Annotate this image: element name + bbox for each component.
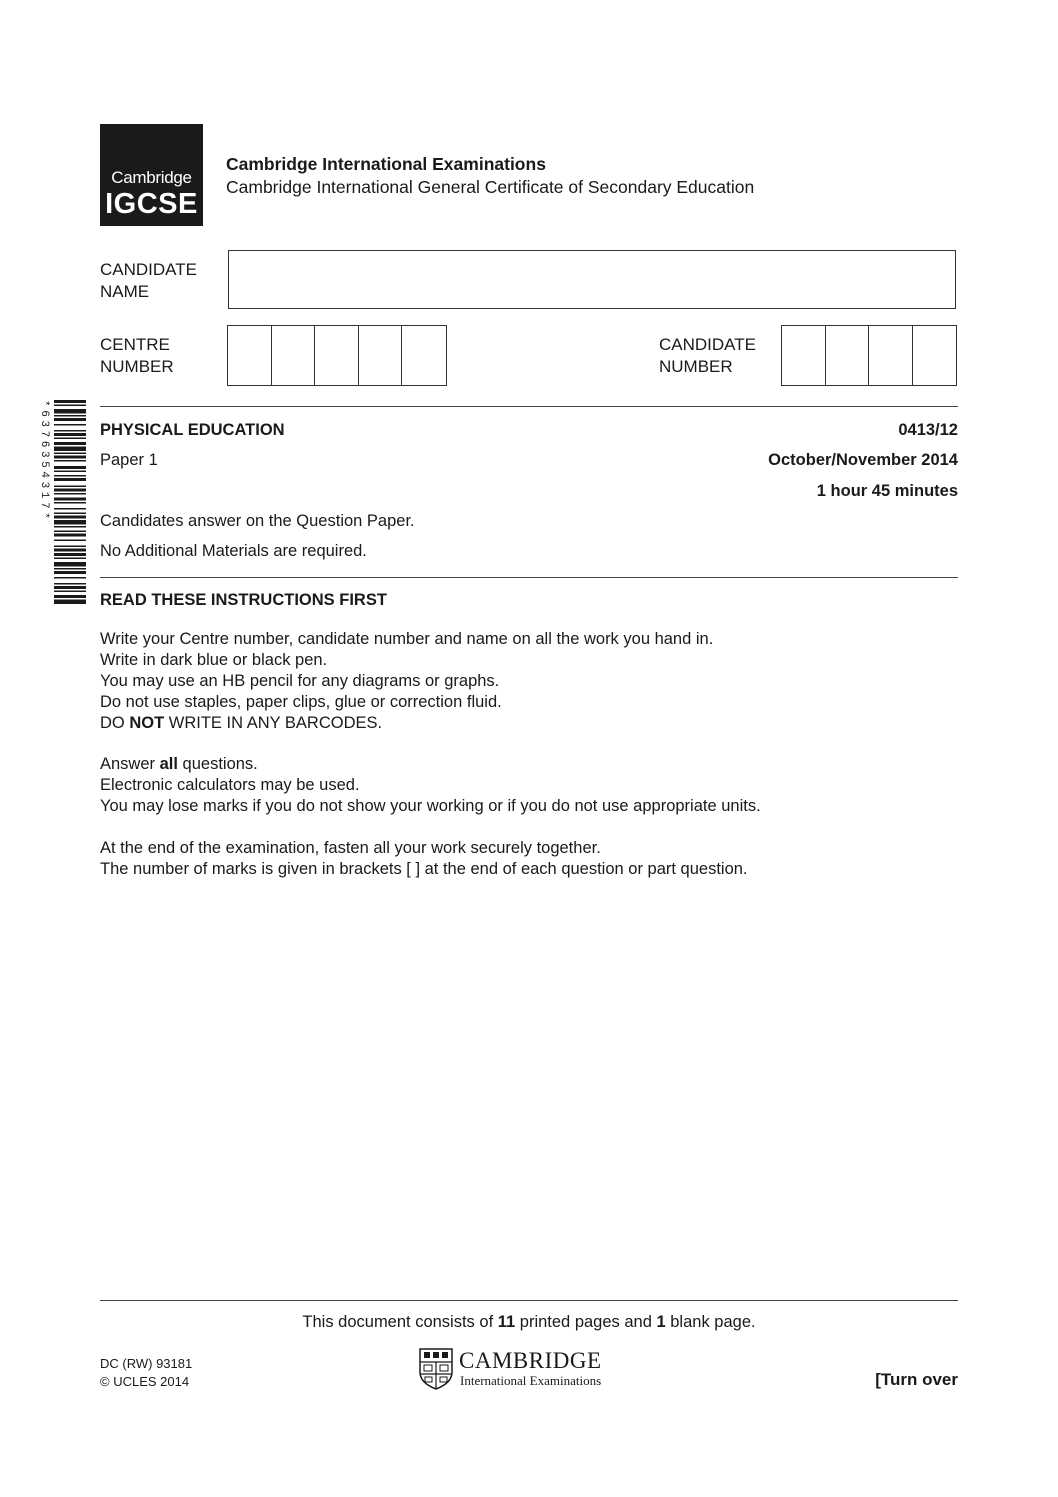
candidate-number-label bbox=[659, 334, 756, 378]
instruction-text: Answer bbox=[100, 755, 160, 773]
barcode-bar bbox=[54, 508, 86, 510]
paper-number: Paper 1 bbox=[100, 451, 158, 469]
divider-mid bbox=[100, 577, 958, 578]
board-title: Cambridge International Examinations bbox=[226, 154, 546, 174]
instructions-group-2 bbox=[100, 754, 761, 817]
instruction-line: You may use an HB pencil for any diagrams or graphs. bbox=[100, 672, 500, 690]
instruction-text: questions. bbox=[177, 755, 258, 773]
candidate-number-cell[interactable] bbox=[782, 326, 826, 385]
instruction-text: WRITE IN ANY BARCODES. bbox=[164, 714, 383, 732]
barcode-bar bbox=[54, 453, 86, 455]
instruction-line: Electronic calculators may be used. bbox=[100, 776, 360, 794]
centre-number-cell[interactable] bbox=[315, 326, 359, 385]
barcode-bar bbox=[54, 486, 86, 488]
barcode-bar bbox=[54, 577, 86, 579]
candidate-number-cell[interactable] bbox=[826, 326, 870, 385]
cambridge-wordmark: CAMBRIDGE bbox=[459, 1348, 602, 1373]
barcode-bar bbox=[54, 558, 86, 560]
centre-number-cell[interactable] bbox=[359, 326, 403, 385]
exam-duration: 1 hour 45 minutes bbox=[816, 482, 958, 500]
centre-number-label bbox=[100, 334, 174, 378]
barcode-digits: *6376354317* bbox=[38, 400, 50, 523]
barcode-bar bbox=[54, 409, 86, 414]
barcode-bar bbox=[54, 438, 86, 440]
centre-number-cell[interactable] bbox=[402, 326, 446, 385]
barcode-bar bbox=[54, 405, 86, 407]
barcode-bar bbox=[54, 520, 86, 525]
barcode-bar bbox=[54, 466, 86, 469]
centre-number-cell[interactable] bbox=[228, 326, 272, 385]
barcode-bar bbox=[54, 583, 86, 585]
barcode-bar bbox=[54, 442, 86, 445]
page-count-text: printed pages and bbox=[515, 1313, 657, 1331]
barcode-bar bbox=[54, 531, 86, 533]
instruction-line: At the end of the examination, fasten all your work securely together. bbox=[100, 839, 601, 857]
crest-icon bbox=[419, 1348, 453, 1390]
board-subtitle: Cambridge International General Certificate of Secondary Education bbox=[226, 177, 755, 197]
candidate-number-label-line1: CANDIDATE bbox=[659, 335, 756, 354]
barcode-bar bbox=[54, 447, 86, 452]
barcode-bar bbox=[54, 534, 86, 537]
centre-number-label-line1: CENTRE bbox=[100, 335, 170, 354]
barcode-bar bbox=[54, 430, 86, 432]
barcode-bar bbox=[54, 540, 86, 542]
exam-session: October/November 2014 bbox=[768, 451, 958, 469]
barcode-bar bbox=[54, 526, 86, 528]
instruction-line: The number of marks is given in brackets [ ] at the end of each question or part question. bbox=[100, 860, 748, 878]
barcode-bar bbox=[54, 433, 86, 436]
barcode-bar bbox=[54, 549, 86, 552]
barcode-bar bbox=[54, 415, 86, 417]
document-reference: DC (RW) 93181 bbox=[100, 1356, 193, 1371]
barcode-bar bbox=[54, 456, 86, 459]
divider-footer bbox=[100, 1300, 958, 1301]
barcode-bar bbox=[54, 571, 86, 574]
subject-title: PHYSICAL EDUCATION bbox=[100, 421, 285, 439]
barcode-bar bbox=[54, 516, 86, 519]
centre-number-label-line2: NUMBER bbox=[100, 357, 174, 376]
page-count-text: This document consists of bbox=[302, 1313, 498, 1331]
barcode-bar bbox=[54, 471, 86, 473]
instruction-line: Write your Centre number, candidate number and name on all the work you hand in. bbox=[100, 630, 714, 648]
page-count-note bbox=[0, 1313, 1058, 1332]
instruction-line: Do not use staples, paper clips, glue or correction fluid. bbox=[100, 693, 502, 711]
barcode bbox=[40, 398, 86, 603]
barcode-bar bbox=[54, 600, 86, 605]
barcode-bar bbox=[54, 562, 86, 567]
instruction-emphasis: NOT bbox=[129, 714, 165, 732]
barcode-bar bbox=[54, 586, 86, 589]
turn-over-note: [Turn over bbox=[875, 1370, 958, 1389]
barcode-bar bbox=[54, 591, 86, 593]
barcode-bar bbox=[54, 595, 86, 598]
barcode-bar bbox=[54, 418, 86, 421]
candidate-number-field[interactable] bbox=[781, 325, 957, 386]
instruction-text: DO bbox=[100, 714, 130, 732]
cambridge-crest-logo bbox=[419, 1348, 629, 1390]
candidate-number-label-line2: NUMBER bbox=[659, 357, 733, 376]
barcode-bar bbox=[54, 493, 86, 495]
instruction-line: Write in dark blue or black pen. bbox=[100, 651, 328, 669]
cambridge-wordmark-sub: International Examinations bbox=[460, 1373, 602, 1388]
barcode-bar bbox=[54, 546, 86, 548]
logo-line1: Cambridge bbox=[111, 168, 192, 187]
copyright: © UCLES 2014 bbox=[100, 1374, 190, 1389]
candidate-name-label-line1: CANDIDATE bbox=[100, 260, 197, 279]
page-count-text: blank page. bbox=[665, 1313, 756, 1331]
barcode-bar bbox=[54, 478, 86, 481]
candidate-number-cell[interactable] bbox=[869, 326, 913, 385]
materials-note: No Additional Materials are required. bbox=[100, 542, 367, 560]
candidate-number-cell[interactable] bbox=[913, 326, 956, 385]
paper-code: 0413/12 bbox=[898, 421, 958, 439]
cambridge-igcse-logo bbox=[100, 124, 203, 226]
logo-line2: IGCSE bbox=[105, 188, 198, 220]
barcode-bar bbox=[54, 498, 86, 501]
printed-pages-count: 11 bbox=[497, 1313, 516, 1331]
instruction-line-answer bbox=[100, 754, 761, 775]
barcode-bar bbox=[54, 400, 86, 403]
barcode-bar bbox=[54, 475, 86, 477]
barcode-bar bbox=[54, 513, 86, 515]
instruction-line-barcodes bbox=[100, 713, 713, 734]
instructions-group-3 bbox=[100, 838, 748, 880]
barcode-bar bbox=[54, 424, 86, 426]
barcode-bars bbox=[54, 400, 86, 604]
instruction-emphasis: all bbox=[159, 755, 178, 773]
candidate-name-label-line2: NAME bbox=[100, 282, 150, 301]
candidate-name-label bbox=[100, 259, 197, 303]
centre-number-field[interactable] bbox=[227, 325, 447, 386]
candidate-name-field[interactable] bbox=[228, 250, 956, 309]
barcode-bar bbox=[54, 568, 86, 570]
divider-top bbox=[100, 406, 958, 407]
answer-note: Candidates answer on the Question Paper. bbox=[100, 512, 415, 530]
barcode-bar bbox=[54, 502, 86, 504]
instruction-line: You may lose marks if you do not show your working or if you do not use appropriate units. bbox=[100, 797, 761, 815]
barcode-bar bbox=[54, 489, 86, 492]
barcode-bar bbox=[54, 460, 86, 462]
barcode-bar bbox=[54, 553, 86, 556]
centre-number-cell[interactable] bbox=[272, 326, 316, 385]
instructions-heading: READ THESE INSTRUCTIONS FIRST bbox=[100, 591, 387, 609]
instructions-group-1 bbox=[100, 629, 713, 734]
blank-pages-count: 1 bbox=[656, 1313, 666, 1331]
